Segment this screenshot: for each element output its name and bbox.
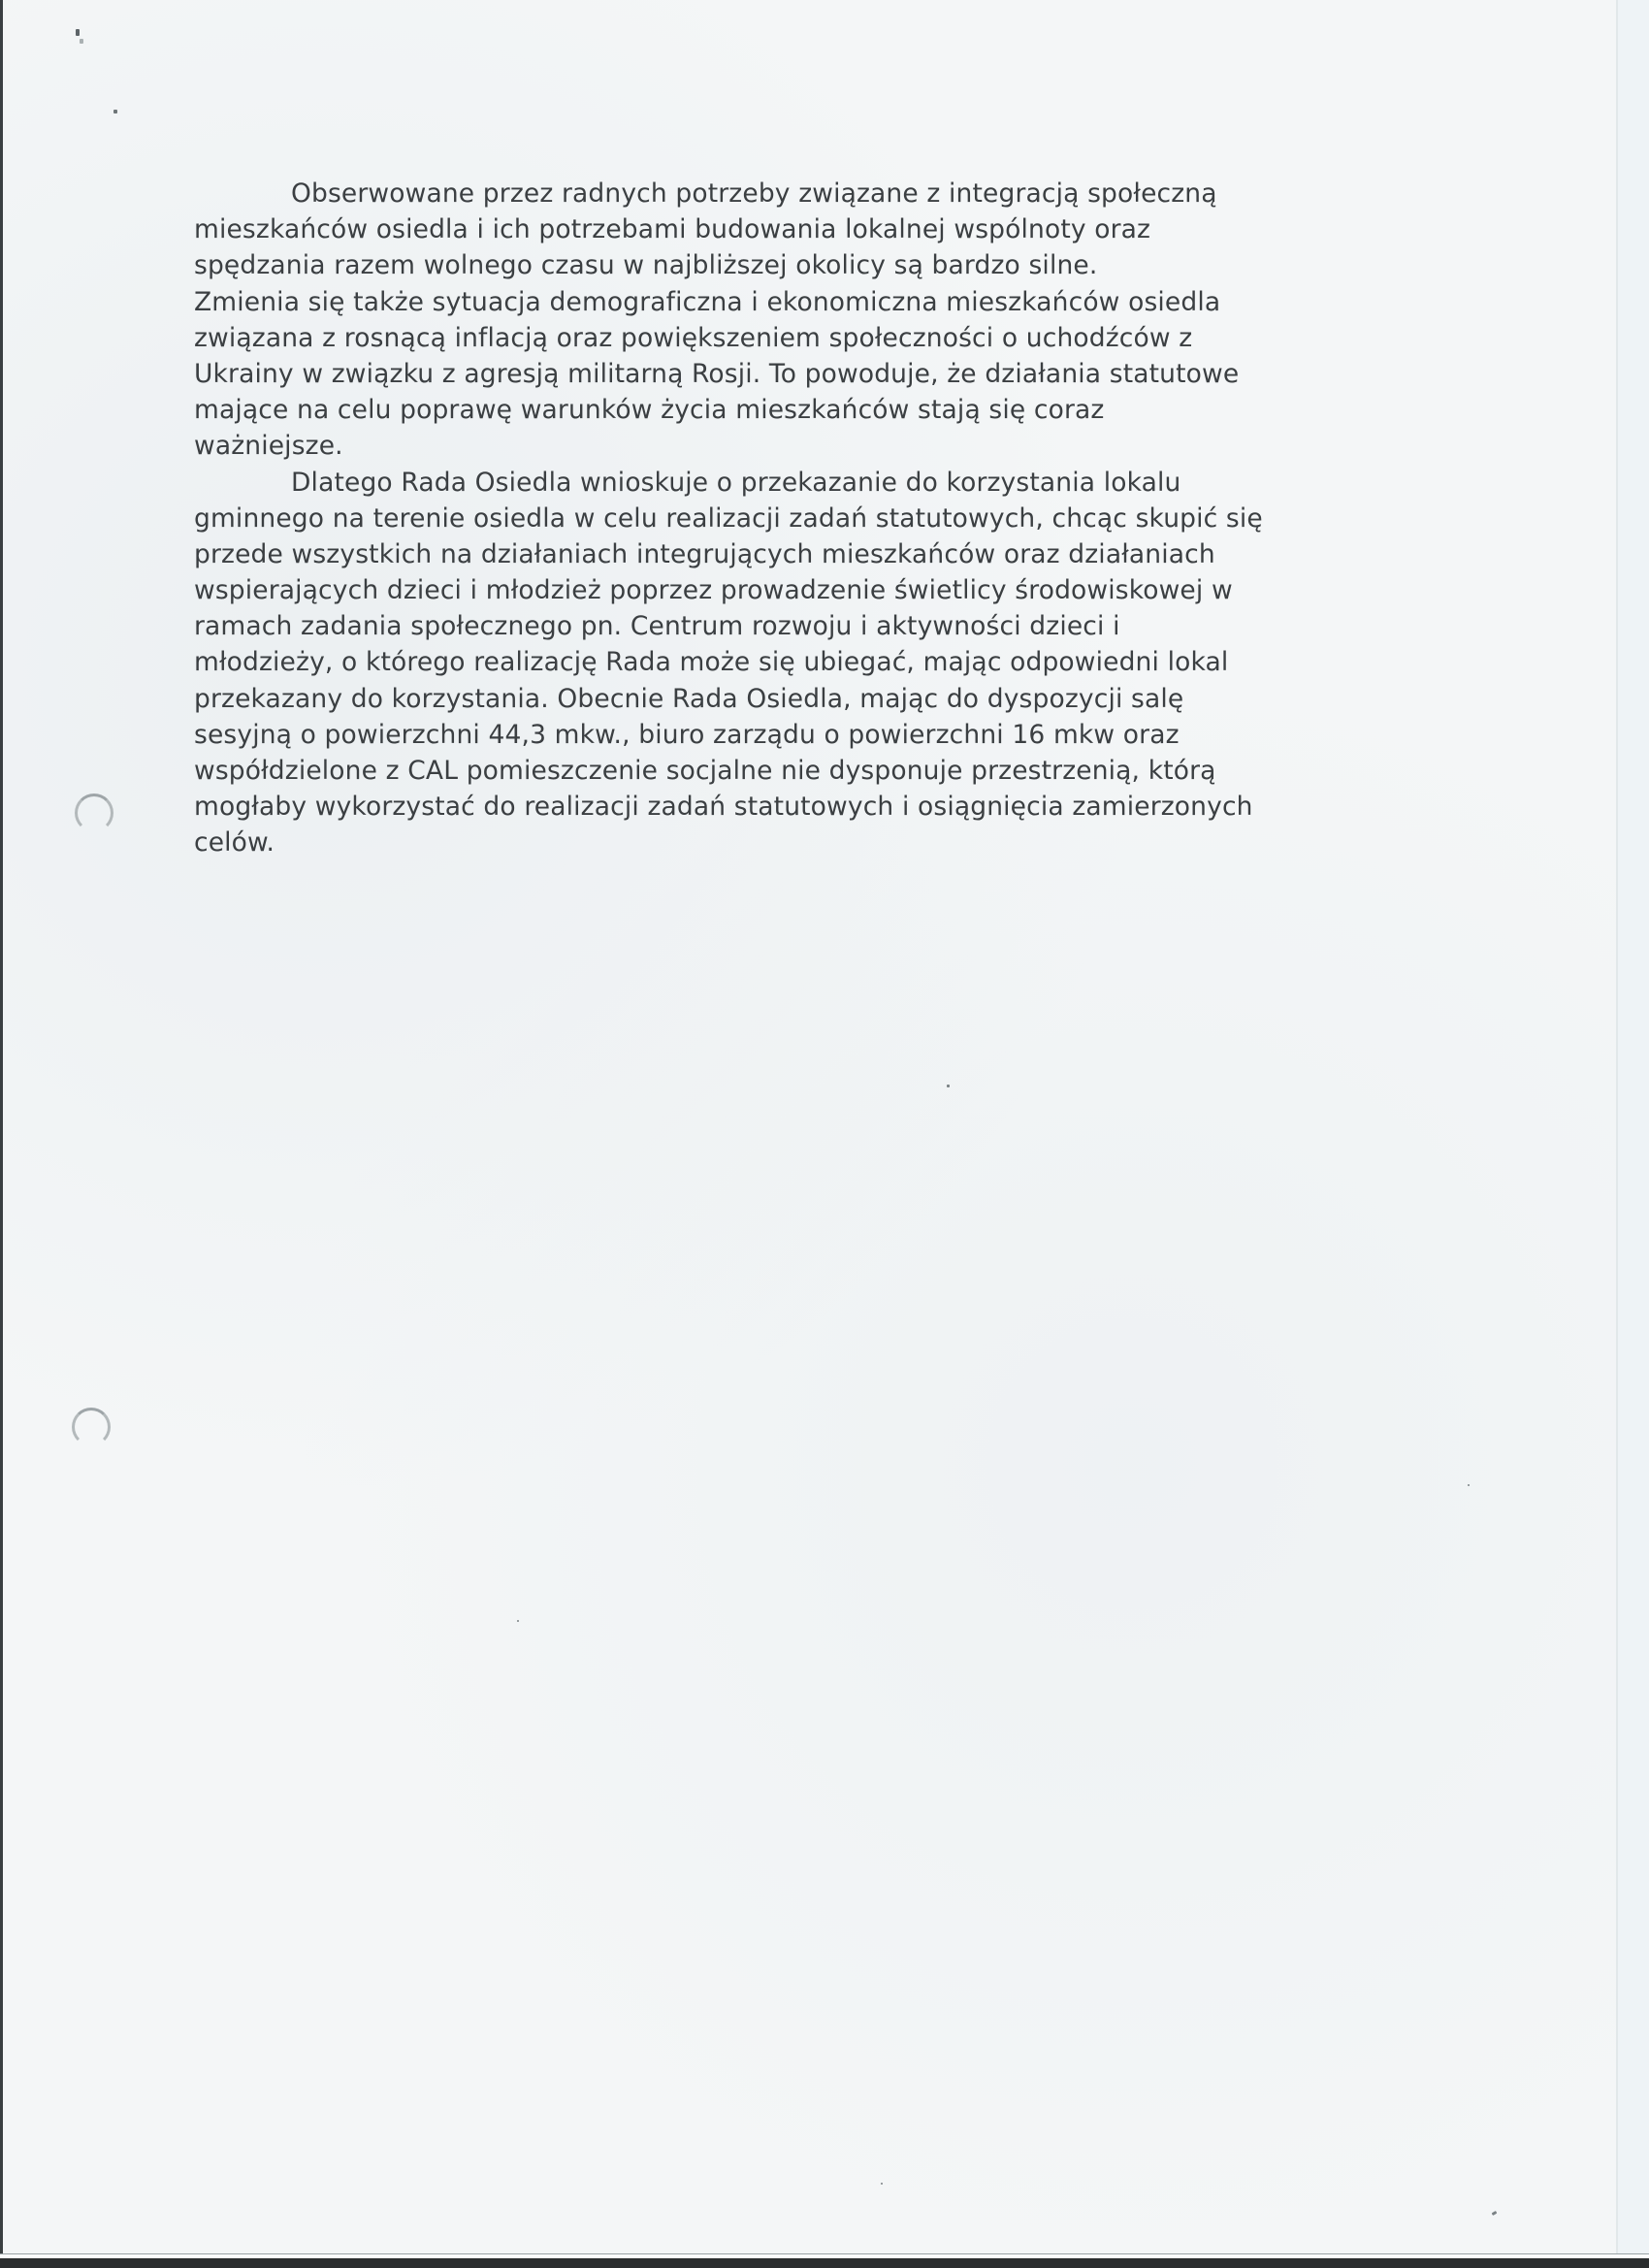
ink-speck bbox=[113, 110, 117, 113]
body-text bbox=[194, 176, 1474, 861]
text-line: związana z rosnącą inflacją oraz powiększeniem społeczności o uchodźców z bbox=[194, 322, 1193, 353]
punch-hole-icon bbox=[75, 794, 113, 832]
ink-speck bbox=[947, 1085, 950, 1087]
paper-right-edge bbox=[1616, 0, 1618, 2253]
text-line: Dlatego Rada Osiedla wnioskuje o przekazanie do korzystania lokalu bbox=[291, 467, 1181, 498]
ink-speck bbox=[80, 39, 83, 44]
text-line: przede wszystkich na działaniach integrujących mieszkańców oraz działaniach bbox=[194, 538, 1215, 569]
text-line: Ukrainy w związku z agresją militarną Rosji. To powoduje, że działania statutowe bbox=[194, 358, 1240, 389]
text-line: ważniejsze. bbox=[194, 431, 343, 462]
text-line: celów. bbox=[194, 827, 275, 859]
text-line: mogłaby wykorzystać do realizacji zadań statutowych i osiągnięcia zamierzonych bbox=[194, 792, 1253, 823]
ink-speck bbox=[881, 2183, 883, 2185]
punch-hole-icon bbox=[72, 1408, 111, 1446]
text-line: mieszkańców osiedla i ich potrzebami budowania lokalnej wspólnoty oraz bbox=[194, 214, 1151, 245]
text-line: mające na celu poprawę warunków życia mieszkańców stają się coraz bbox=[194, 395, 1105, 426]
text-line: Obserwowane przez radnych potrzeby związane z integracją społeczną bbox=[291, 178, 1217, 209]
ink-speck bbox=[76, 29, 80, 36]
text-line: przekazany do korzystania. Obecnie Rada Osiedla, mając do dyspozycji salę bbox=[194, 683, 1184, 714]
ink-speck bbox=[517, 1620, 519, 1622]
paragraph-2 bbox=[194, 465, 1474, 861]
text-line: gminnego na terenie osiedla w celu realizacji zadań statutowych, chcąc skupić się bbox=[194, 502, 1263, 534]
paragraph-1 bbox=[194, 176, 1474, 465]
text-line: spędzania razem wolnego czasu w najbliższej okolicy są bardzo silne. bbox=[194, 250, 1098, 281]
text-line: sesyjną o powierzchni 44,3 mkw., biuro zarządu o powierzchni 16 mkw oraz bbox=[194, 719, 1180, 750]
ink-speck bbox=[1468, 1484, 1470, 1486]
text-line: współdzielone z CAL pomieszczenie socjalne nie dysponuje przestrzenią, którą bbox=[194, 756, 1216, 786]
text-line: ramach zadania społecznego pn. Centrum rozwoju i aktywności dzieci i bbox=[194, 611, 1120, 642]
text-line: wspierających dzieci i młodzież poprzez prowadzenie świetlicy środowiskowej w bbox=[194, 575, 1233, 606]
text-line: Zmienia się także sytuacja demograficzna i ekonomiczna mieszkańców osiedla bbox=[194, 286, 1221, 317]
text-line: młodzieży, o którego realizację Rada może się ubiegać, mając odpowiedni lokal bbox=[194, 647, 1229, 678]
ink-speck bbox=[1492, 2211, 1498, 2216]
scanner-bottom-band bbox=[0, 2258, 1649, 2268]
